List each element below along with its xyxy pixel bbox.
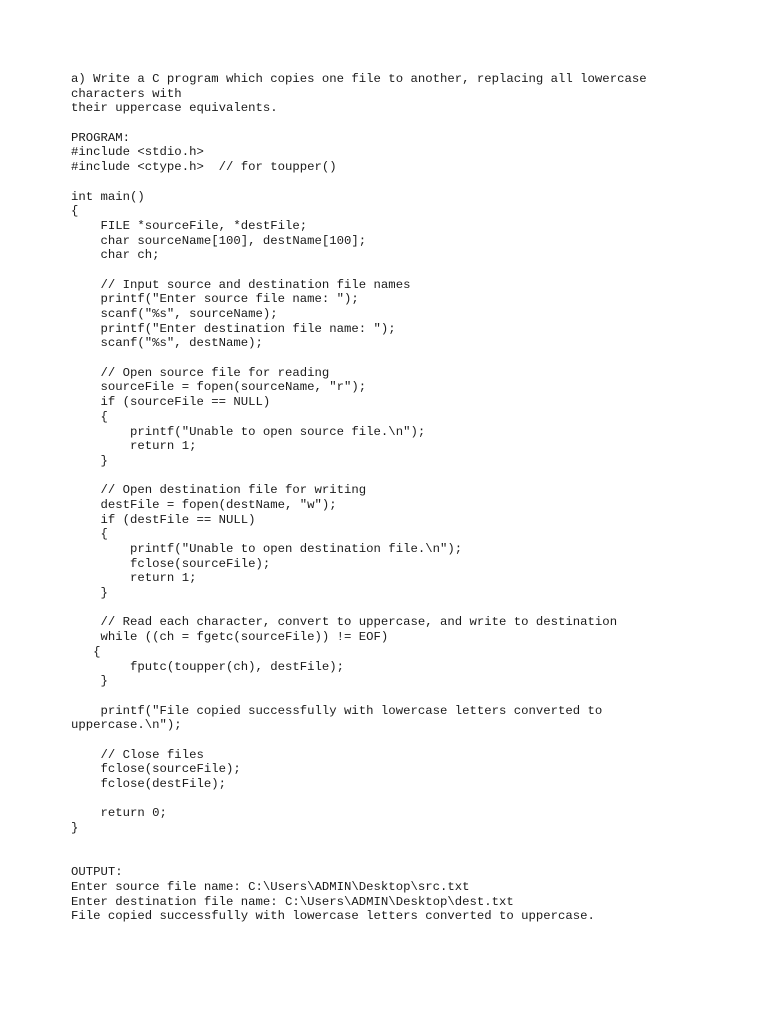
spacer bbox=[71, 850, 711, 865]
code-line: // Close files bbox=[71, 747, 204, 762]
code-line: printf("File copied successfully with lowercase letters converted to bbox=[71, 703, 603, 718]
code-line bbox=[71, 351, 711, 366]
question-line: their uppercase equivalents. bbox=[71, 101, 278, 116]
code-line bbox=[71, 469, 711, 484]
code-line: sourceFile = fopen(sourceName, "r"); bbox=[71, 380, 367, 395]
program-code bbox=[71, 145, 711, 835]
code-line bbox=[71, 792, 711, 807]
code-line: printf("Enter destination file name: "); bbox=[71, 321, 396, 336]
code-line: { bbox=[71, 527, 108, 542]
code-line: scanf("%s", sourceName); bbox=[71, 307, 278, 321]
code-line: // Read each character, convert to uppercase, and write to destination bbox=[71, 615, 618, 630]
code-line: fputc(toupper(ch), destFile); bbox=[71, 659, 345, 674]
code-line: fclose(sourceFile); bbox=[71, 556, 271, 571]
code-line: if (destFile == NULL) bbox=[71, 512, 256, 527]
code-line: scanf("%s", destName); bbox=[71, 336, 263, 351]
code-line: fclose(sourceFile); bbox=[71, 762, 241, 777]
code-line bbox=[71, 263, 711, 278]
program-label: PROGRAM: bbox=[71, 130, 131, 145]
code-line: FILE *sourceFile, *destFile; bbox=[71, 218, 308, 233]
code-line: fclose(destFile); bbox=[71, 777, 226, 791]
code-line bbox=[71, 733, 711, 748]
code-line: return 0; bbox=[71, 806, 167, 821]
code-line: { bbox=[71, 644, 101, 659]
code-line: // Open source file for reading bbox=[71, 365, 330, 380]
code-line: printf("Unable to open source file.\n"); bbox=[71, 424, 426, 439]
code-line bbox=[71, 175, 711, 190]
code-line: } bbox=[71, 586, 108, 601]
spacer bbox=[71, 116, 711, 131]
code-line: { bbox=[71, 409, 108, 424]
code-line: #include <ctype.h> // for toupper() bbox=[71, 160, 337, 175]
code-line: printf("Unable to open destination file.\n"); bbox=[71, 542, 463, 556]
question-text bbox=[71, 72, 711, 116]
code-line: while ((ch = fgetc(sourceFile)) != EOF) bbox=[71, 630, 389, 645]
output-line: File copied successfully with lowercase letters converted to uppercase. bbox=[71, 909, 595, 924]
output-line: Enter source file name: C:\Users\ADMIN\Desktop\src.txt bbox=[71, 879, 470, 894]
code-line: printf("Enter source file name: "); bbox=[71, 292, 359, 307]
code-line: uppercase.\n"); bbox=[71, 718, 182, 733]
code-line: #include <stdio.h> bbox=[71, 145, 204, 160]
code-line: } bbox=[71, 821, 79, 836]
program-output bbox=[71, 880, 711, 924]
code-line: } bbox=[71, 453, 108, 468]
code-line: // Input source and destination file names bbox=[71, 277, 411, 292]
code-line: destFile = fopen(destName, "w"); bbox=[71, 497, 337, 512]
code-line: return 1; bbox=[71, 571, 197, 586]
output-label: OUTPUT: bbox=[71, 865, 123, 880]
code-line: if (sourceFile == NULL) bbox=[71, 395, 271, 410]
code-line: } bbox=[71, 674, 108, 689]
code-line: return 1; bbox=[71, 439, 197, 454]
code-line: int main() bbox=[71, 189, 145, 204]
output-line: Enter destination file name: C:\Users\ADMIN\Desktop\dest.txt bbox=[71, 894, 514, 909]
code-line bbox=[71, 689, 711, 704]
question-line: a) Write a C program which copies one file to another, replacing all lowercase bbox=[71, 72, 647, 86]
code-line: { bbox=[71, 204, 79, 219]
spacer bbox=[71, 836, 711, 851]
question-line: characters with bbox=[71, 86, 182, 101]
document-page bbox=[71, 72, 711, 924]
code-line: char ch; bbox=[71, 248, 160, 263]
code-line bbox=[71, 601, 711, 616]
code-line: // Open destination file for writing bbox=[71, 483, 367, 498]
code-line: char sourceName[100], destName[100]; bbox=[71, 233, 367, 248]
